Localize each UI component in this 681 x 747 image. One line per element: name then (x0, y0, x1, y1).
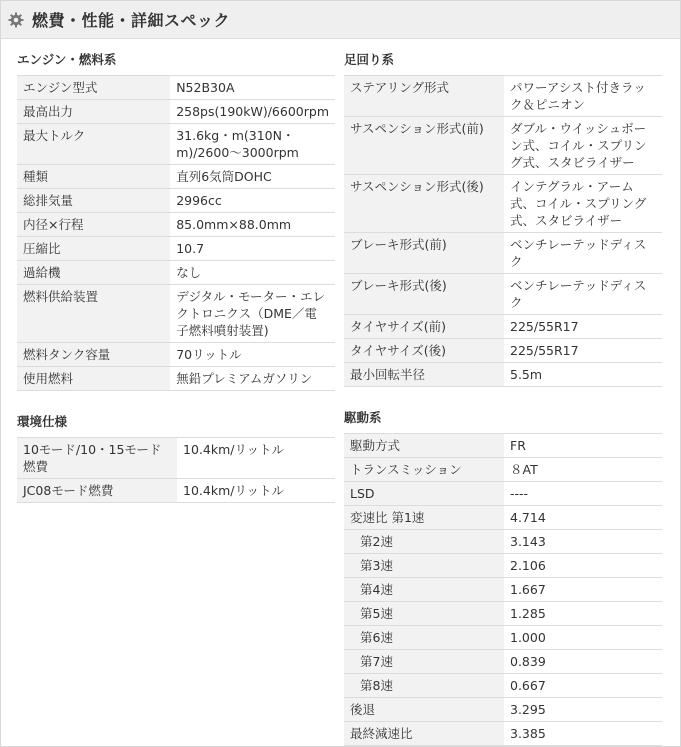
section-title: エンジン・燃料系 (17, 52, 117, 67)
spec-value: 1.667 (504, 578, 662, 602)
spec-value: 85.0mm×88.0mm (170, 213, 335, 237)
spec-label: 最終減速比 (344, 722, 504, 746)
spec-label: エンジン型式 (17, 76, 170, 100)
spec-value: 3.295 (504, 698, 662, 722)
spec-value: 225/55R17 (504, 315, 662, 339)
table-row (17, 285, 335, 343)
right-column (344, 45, 662, 746)
section-gap (17, 391, 335, 407)
spec-table (344, 433, 662, 746)
spec-value: 258ps(190kW)/6600rpm (170, 100, 335, 124)
table-row (344, 233, 662, 274)
spec-value: 70リットル (170, 343, 335, 367)
spec-label: 第2速 (344, 530, 504, 554)
spec-label: 最小回転半径 (344, 363, 504, 387)
spec-label: 後退 (344, 698, 504, 722)
section-gap (344, 387, 662, 403)
spec-label: 総排気量 (17, 189, 170, 213)
spec-label: 第5速 (344, 602, 504, 626)
spec-label: サスペンション形式(後) (344, 175, 504, 233)
table-row (17, 213, 335, 237)
table-row (17, 261, 335, 285)
table-row (344, 458, 662, 482)
table-row (344, 602, 662, 626)
table-row (17, 479, 335, 503)
spec-table (17, 437, 335, 503)
spec-label: 第7速 (344, 650, 504, 674)
spec-value: 0.839 (504, 650, 662, 674)
spec-value: ---- (504, 482, 662, 506)
left-column (17, 45, 335, 503)
spec-value: 無鉛プレミアムガソリン (170, 367, 335, 391)
table-row (17, 438, 335, 479)
spec-label: ブレーキ形式(前) (344, 233, 504, 274)
table-row (344, 674, 662, 698)
table-row (344, 698, 662, 722)
table-row (344, 339, 662, 363)
table-row (344, 506, 662, 530)
spec-value: 10.7 (170, 237, 335, 261)
spec-table (17, 75, 335, 391)
spec-value: パワーアシスト付きラック＆ピニオン (504, 76, 662, 117)
spec-value: インテグラル・アーム式、コイル・スプリング式、スタビライザー (504, 175, 662, 233)
spec-value: 10.4km/リットル (177, 438, 335, 479)
spec-value: 1.285 (504, 602, 662, 626)
spec-label: 燃料供給装置 (17, 285, 170, 343)
spec-label: 駆動方式 (344, 434, 504, 458)
table-row (17, 124, 335, 165)
section-title: 駆動系 (344, 410, 382, 425)
spec-value: N52B30A (170, 76, 335, 100)
spec-label: タイヤサイズ(前) (344, 315, 504, 339)
spec-label: 最高出力 (17, 100, 170, 124)
table-row (344, 482, 662, 506)
spec-value: 4.714 (504, 506, 662, 530)
spec-label: ブレーキ形式(後) (344, 274, 504, 315)
spec-value: 5.5m (504, 363, 662, 387)
spec-value: 3.385 (504, 722, 662, 746)
spec-label: 最大トルク (17, 124, 170, 165)
spec-table (344, 75, 662, 387)
table-row (17, 237, 335, 261)
table-row (344, 363, 662, 387)
spec-value: 10.4km/リットル (177, 479, 335, 503)
table-row (344, 578, 662, 602)
spec-label: 第6速 (344, 626, 504, 650)
spec-value: 2.106 (504, 554, 662, 578)
table-row (344, 626, 662, 650)
spec-label: 燃料タンク容量 (17, 343, 170, 367)
spec-value: 31.6kg・m(310N・m)/2600～3000rpm (170, 124, 335, 165)
table-row (17, 343, 335, 367)
table-row (344, 274, 662, 315)
spec-label: 種類 (17, 165, 170, 189)
table-row (344, 175, 662, 233)
spec-value: 1.000 (504, 626, 662, 650)
table-row (344, 650, 662, 674)
spec-label: 第3速 (344, 554, 504, 578)
spec-label: 圧縮比 (17, 237, 170, 261)
table-row (344, 315, 662, 339)
table-row (344, 722, 662, 746)
spec-label: ステアリング形式 (344, 76, 504, 117)
spec-value: 0.667 (504, 674, 662, 698)
spec-value: 直列6気筒DOHC (170, 165, 335, 189)
table-row (17, 76, 335, 100)
spec-label: 10モード/10・15モード燃費 (17, 438, 177, 479)
spec-label: JC08モード燃費 (17, 479, 177, 503)
spec-value: ベンチレーテッドディスク (504, 233, 662, 274)
table-row (344, 117, 662, 175)
table-row (17, 165, 335, 189)
section-title: 環境仕様 (17, 414, 68, 429)
spec-label: 使用燃料 (17, 367, 170, 391)
table-row (17, 189, 335, 213)
spec-value: 2996cc (170, 189, 335, 213)
spec-label: 第8速 (344, 674, 504, 698)
spec-label: サスペンション形式(前) (344, 117, 504, 175)
table-row (344, 76, 662, 117)
gear-icon (8, 12, 24, 28)
spec-value: FR (504, 434, 662, 458)
section-title: 足回り系 (344, 52, 395, 67)
spec-label: 内径×行程 (17, 213, 170, 237)
spec-value: なし (170, 261, 335, 285)
spec-value: ベンチレーテッドディスク (504, 274, 662, 315)
panel-header (1, 1, 680, 39)
table-row (344, 554, 662, 578)
table-row (17, 100, 335, 124)
spec-value: ８AT (504, 458, 662, 482)
spec-label: 過給機 (17, 261, 170, 285)
table-row (344, 434, 662, 458)
spec-value: 3.143 (504, 530, 662, 554)
spec-label: 変速比 第1速 (344, 506, 504, 530)
spec-label: 第4速 (344, 578, 504, 602)
page-title: 燃費・性能・詳細スペック (32, 11, 231, 30)
spec-label: トランスミッション (344, 458, 504, 482)
spec-value: ダブル・ウイッシュボーン式、コイル・スプリング式、スタビライザー (504, 117, 662, 175)
spec-value: 225/55R17 (504, 339, 662, 363)
table-row (344, 530, 662, 554)
spec-label: LSD (344, 482, 504, 506)
spec-label: タイヤサイズ(後) (344, 339, 504, 363)
table-row (17, 367, 335, 391)
spec-value: デジタル・モーター・エレクトロニクス（DME／電子燃料噴射装置) (170, 285, 335, 343)
